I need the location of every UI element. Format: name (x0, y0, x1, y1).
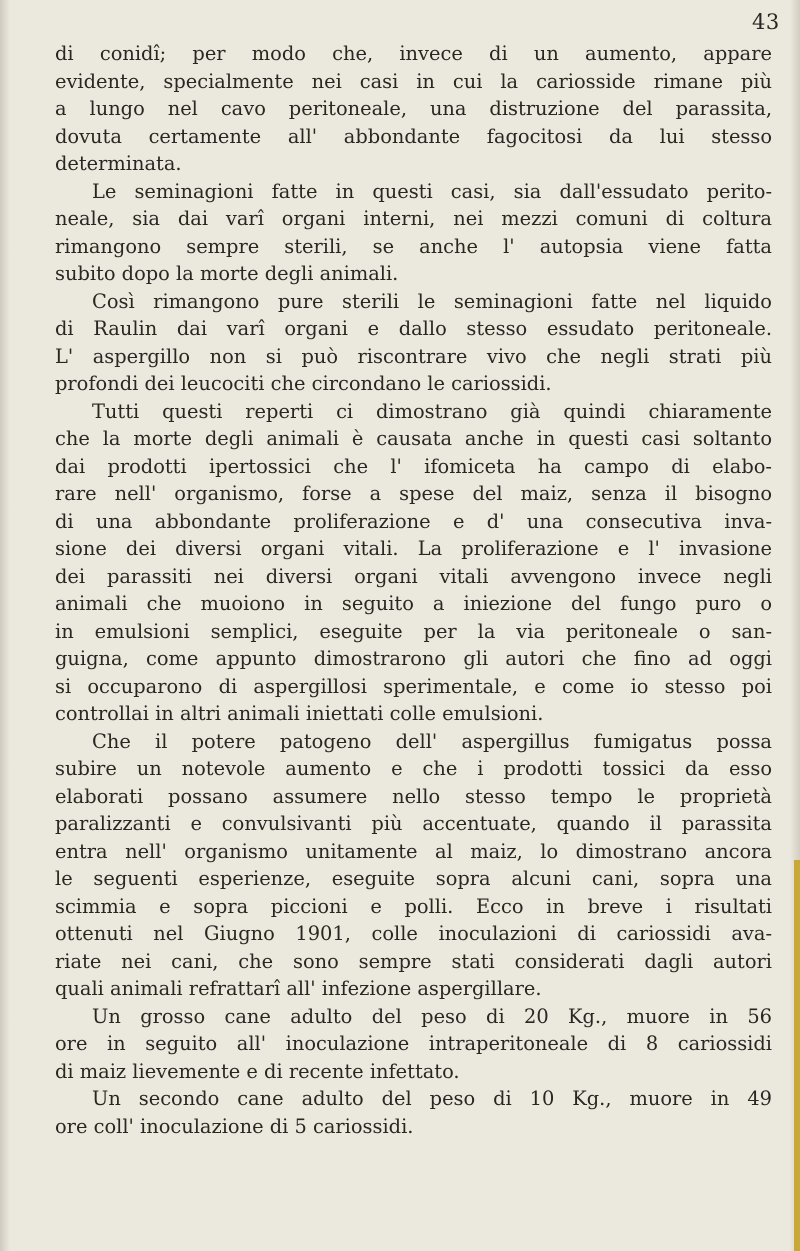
text-line: scimmia e sopra piccioni e polli. Ecco in breve i risultati (55, 894, 772, 918)
text-line: Che il potere patogeno dell' aspergillus fumigatus possa (92, 729, 772, 753)
text-line: di maiz lievemente e di recente infettato. (55, 1059, 460, 1083)
text-line: Così rimangono pure sterili le seminagioni fatte nel liquido (92, 289, 772, 313)
text-line: ottenuti nel Giugno 1901, colle inoculazioni di cariossidi ava- (55, 922, 772, 945)
text-line: che la morte degli animali è causata anche in questi casi soltanto (55, 427, 772, 450)
text-line: in emulsioni semplici, eseguite per la via peritoneale o san- (55, 619, 772, 643)
text-line: subire un notevole aumento e che i prodotti tossici da esso (55, 757, 772, 780)
text-line: Un grosso cane adulto del peso di 20 Kg., muore in 56 (92, 1004, 772, 1028)
text-line: subito dopo la morte degli animali. (55, 262, 399, 285)
text-line: controllai in altri animali iniettati colle emulsioni. (55, 702, 544, 725)
text-line: riate nei cani, che sono sempre stati considerati dagli autori (55, 949, 772, 973)
binding-edge (794, 860, 800, 1251)
body-text (55, 40, 772, 1140)
text-line: le seguenti esperienze, eseguite sopra alcuni cani, sopra una (55, 867, 772, 890)
text-line: a lungo nel cavo peritoneale, una distruzione del parassita, (55, 97, 772, 120)
text-line: rimangono sempre sterili, se anche l' autopsia viene fatta (55, 234, 772, 258)
text-line: dai prodotti ipertossici che l' ifomiceta ha campo di elabo- (55, 454, 772, 478)
text-line: animali che muoiono in seguito a iniezione del fungo puro o (55, 592, 772, 615)
text-line: paralizzanti e convulsivanti più accentuate, quando il parassita (55, 812, 772, 835)
text-line: quali animali refrattarî all' infezione aspergillare. (55, 977, 542, 1000)
text-line: ore coll' inoculazione di 5 cariossidi. (55, 1114, 414, 1138)
text-line: elaborati possano assumere nello stesso tempo le proprietà (55, 784, 772, 808)
text-line: dovuta certamente all' abbondante fagocitosi da lui stesso (55, 124, 772, 148)
text-line: Tutti questi reperti ci dimostrano già quindi chiaramente (92, 399, 772, 423)
text-line: si occuparono di aspergillosi sperimentale, e come io stesso poi (55, 674, 772, 698)
text-line: rare nell' organismo, forse a spese del maiz, senza il bisogno (55, 482, 772, 505)
text-line: profondi dei leucociti che circondano le cariossidi. (55, 372, 552, 395)
page-number: 43 (752, 10, 780, 34)
text-line: guigna, come appunto dimostrarono gli autori che fino ad oggi (55, 647, 772, 670)
text-line: determinata. (55, 152, 182, 175)
text-line: Le seminagioni fatte in questi casi, sia dall'essudato perito- (92, 179, 772, 203)
text-line: entra nell' organismo unitamente al maiz, lo dimostrano ancora (55, 839, 772, 863)
text-line: di una abbondante proliferazione e d' una consecutiva inva- (55, 509, 772, 533)
text-line: di conidî; per modo che, invece di un aumento, appare (55, 42, 772, 65)
text-line: di Raulin dai varî organi e dallo stesso essudato peritoneale. (55, 317, 772, 340)
text-line: L' aspergillo non si può riscontrare vivo che negli strati più (55, 344, 772, 368)
text-line: evidente, specialmente nei casi in cui la cariosside rimane più (55, 69, 772, 93)
text-line: Un secondo cane adulto del peso di 10 Kg., muore in 49 (92, 1087, 772, 1110)
text-line: sione dei diversi organi vitali. La proliferazione e l' invasione (55, 537, 772, 560)
text-line: ore in seguito all' inoculazione intraperitoneale di 8 cariossidi (55, 1032, 772, 1055)
text-line: dei parassiti nei diversi organi vitali avvengono invece negli (55, 564, 772, 588)
page-left-shadow (0, 0, 10, 1251)
text-line: neale, sia dai varî organi interni, nei mezzi comuni di coltura (55, 207, 772, 230)
